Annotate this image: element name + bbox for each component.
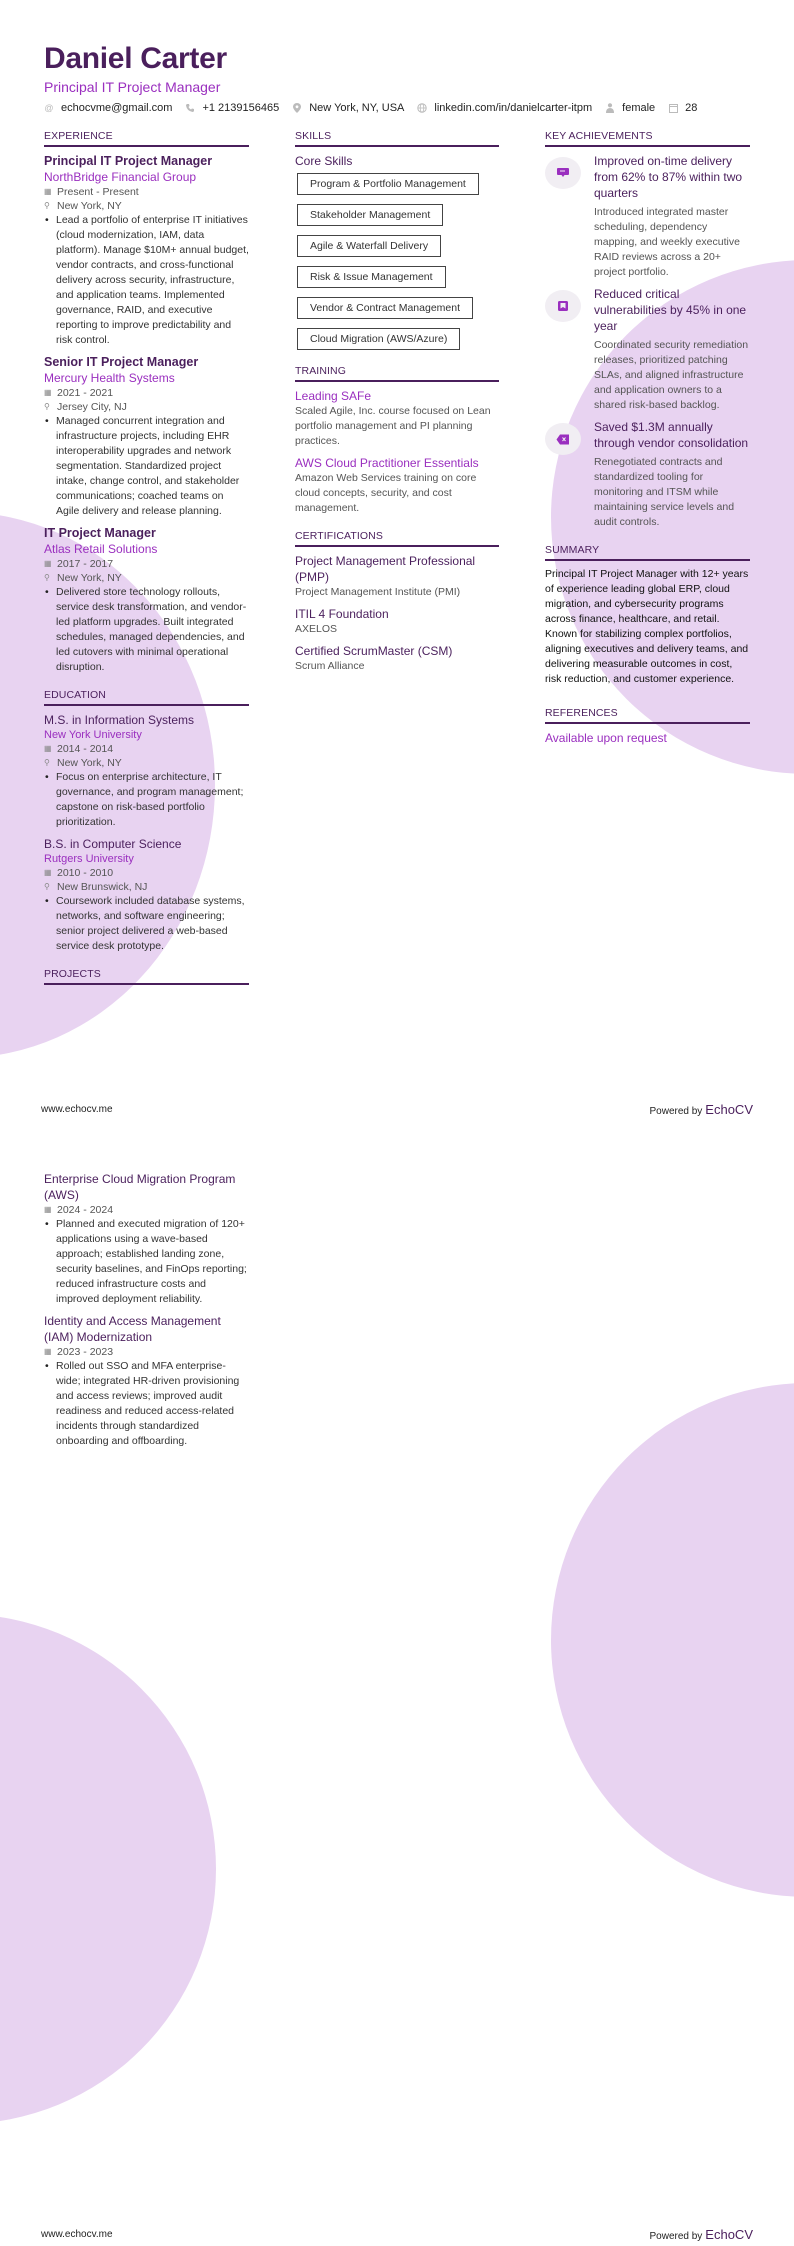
training-heading: TRAINING <box>295 365 499 382</box>
bookmark-icon <box>545 290 581 322</box>
location-pin-icon: ⚲ <box>44 758 50 767</box>
project-description: • Planned and executed migration of 120+ applications using a wave-based approach; established landing zone, security baselines, and FinOps reporting; reduced infrastructure costs and improved deployment reliability. <box>56 1217 249 1307</box>
project-title: Identity and Access Management (IAM) Modernization <box>44 1314 221 1344</box>
calendar-icon: ▦ <box>44 187 52 196</box>
achievement-description: Introduced integrated master scheduling, dependency mapping, and weekly executive RAID reviews across a 20+ project portfolio. <box>594 206 740 278</box>
company-name: NorthBridge Financial Group <box>44 170 197 184</box>
job-title: IT Project Manager <box>44 526 156 540</box>
job-description: • Lead a portfolio of enterprise IT initiatives (cloud modernization, IAM, data platform). Manage $10M+ annual budget, vendor contracts, and cross-functional delivery across security, infrastructure, and application teams. Implemented governance, RAID, and executive reporting to improve predictability and risk control. <box>56 213 249 348</box>
resume-page-2 <box>0 1123 794 2246</box>
skills-list <box>295 173 499 359</box>
at-icon: @ <box>44 103 54 113</box>
job-location: ⚲ New York, NY <box>44 572 122 584</box>
education-heading: EDUCATION <box>44 689 249 706</box>
calendar-icon: ▦ <box>44 744 52 753</box>
contact-bar <box>44 102 710 114</box>
skills-group-title: Core Skills <box>295 154 353 168</box>
job-title: Principal IT Project Manager <box>44 154 213 168</box>
skill-chip: Agile & Waterfall Delivery <box>297 235 441 257</box>
experience-item <box>44 354 249 519</box>
globe-icon <box>417 103 427 113</box>
edu-dates: ▦ 2014 - 2014 <box>44 743 114 755</box>
skill-chip: Program & Portfolio Management <box>297 173 479 195</box>
certifications-heading: CERTIFICATIONS <box>295 530 499 547</box>
calendar-icon: ▦ <box>44 1347 52 1356</box>
references-text: Available upon request <box>545 731 667 745</box>
job-dates: ▦ 2021 - 2021 <box>44 387 114 399</box>
job-title: Senior IT Project Manager <box>44 355 199 369</box>
projects-heading: PROJECTS <box>44 968 249 985</box>
achievement-title: Saved $1.3M annually through vendor consolidation <box>594 420 749 450</box>
location-pin-icon: ⚲ <box>44 882 50 891</box>
training-description: Amazon Web Services training on core cloud concepts, security, and cost management. <box>295 472 477 514</box>
contact-email[interactable]: @ echocvme@gmail.com <box>44 102 173 114</box>
job-dates: ▦ Present - Present <box>44 186 139 198</box>
experience-heading: EXPERIENCE <box>44 130 249 147</box>
achievement-title: Reduced critical vulnerabilities by 45% in one year <box>594 287 747 333</box>
training-description: Scaled Agile, Inc. course focused on Lean portfolio management and PI planning practices. <box>295 405 491 447</box>
job-dates: ▦ 2017 - 2017 <box>44 558 114 570</box>
contact-phone[interactable]: +1 2139156465 <box>185 102 279 114</box>
skill-chip: Risk & Issue Management <box>297 266 446 288</box>
contact-location: New York, NY, USA <box>292 102 404 114</box>
phone-icon <box>185 103 195 113</box>
job-location: ⚲ New York, NY <box>44 200 122 212</box>
left-column <box>44 130 249 991</box>
candidate-role: Principal IT Project Manager <box>44 79 221 95</box>
job-location: ⚲ Jersey City, NJ <box>44 401 127 413</box>
certification-title: Project Management Professional (PMP) <box>295 554 476 584</box>
left-column-continued <box>44 1171 249 1455</box>
summary-heading: SUMMARY <box>545 544 750 561</box>
experience-item <box>44 525 249 675</box>
footer-site-link[interactable]: www.echocv.me <box>41 2229 113 2240</box>
project-dates: ▦ 2024 - 2024 <box>44 1204 114 1216</box>
resume-header <box>44 42 710 114</box>
education-item <box>44 712 249 830</box>
job-description: • Managed concurrent integration and infrastructure projects, including EHR interoperability upgrades and network segmentation. Standardized project intake, change control, and stakeholder communications; coached teams on Agile delivery and release planning. <box>56 414 249 519</box>
page-footer <box>41 1102 753 1117</box>
achievement-description: Coordinated security remediation releases, prioritized patching SLAs, and aligned infrastructure and application owners to a shared risk-based backlog. <box>594 339 749 411</box>
skills-heading: SKILLS <box>295 130 499 147</box>
company-name: Mercury Health Systems <box>44 371 175 385</box>
degree: B.S. in Computer Science <box>44 837 182 851</box>
school-name: Rutgers University <box>44 853 134 865</box>
calendar-icon: ▦ <box>44 388 52 397</box>
project-dates: ▦ 2023 - 2023 <box>44 1346 114 1358</box>
right-column <box>545 130 750 746</box>
certification-title: Certified ScrumMaster (CSM) <box>295 644 453 658</box>
experience-item <box>44 153 249 348</box>
page-footer <box>41 2227 753 2242</box>
achievement-description: Renegotiated contracts and standardized tooling for monitoring and ITSM while maintaining service levels and audit controls. <box>594 456 735 528</box>
project-item <box>44 1313 249 1449</box>
certification-issuer: AXELOS <box>295 623 338 635</box>
footer-powered-by: Powered by EchoCV <box>649 2227 753 2242</box>
location-pin-icon: ⚲ <box>44 573 50 582</box>
brand-logo[interactable]: EchoCV <box>705 1102 753 1117</box>
middle-column <box>295 130 499 680</box>
project-description: • Rolled out SSO and MFA enterprise-wide; integrated HR-driven provisioning and access reviews; improved audit readiness and reduced access-related incidents through standardized onboarding and offboarding. <box>56 1359 249 1449</box>
edu-dates: ▦ 2010 - 2010 <box>44 867 114 879</box>
calendar-icon: ▦ <box>44 868 52 877</box>
location-pin-icon: ⚲ <box>44 402 50 411</box>
edu-description: • Coursework included database systems, networks, and software engineering; senior project delivered a web-based service desk prototype. <box>56 894 249 954</box>
education-item <box>44 836 249 954</box>
references-heading: REFERENCES <box>545 707 750 724</box>
contact-linkedin[interactable]: linkedin.com/in/danielcarter-itpm <box>417 102 592 114</box>
certification-issuer: Scrum Alliance <box>295 660 365 672</box>
achievement-item <box>545 286 750 413</box>
contact-age: 28 <box>668 102 697 114</box>
summary-text: Principal IT Project Manager with 12+ years of experience leading global ERP, cloud migration, and cybersecurity programs across finance, healthcare, and retail. Known for stabilizing complex portfolios, aligning executives and delivery teams, and delivering measurable outcomes in cost, risk reduction, and customer experience. <box>545 568 749 685</box>
job-description: • Delivered store technology rollouts, service desk transformation, and vendor-led platform upgrades. Built integrated schedules, managed dependencies, and led cutovers with minimal operational disruption. <box>56 585 249 675</box>
project-title: Enterprise Cloud Migration Program (AWS) <box>44 1172 236 1202</box>
candidate-name: Daniel Carter <box>44 42 227 75</box>
skill-chip: Cloud Migration (AWS/Azure) <box>297 328 460 350</box>
calendar-icon: ▦ <box>44 1205 52 1214</box>
message-icon <box>545 157 581 189</box>
calendar-icon: ▦ <box>44 559 52 568</box>
edu-description: • Focus on enterprise architecture, IT governance, and program management; capstone on risk-based portfolio prioritization. <box>56 770 249 830</box>
brand-logo[interactable]: EchoCV <box>705 2227 753 2242</box>
achievements-heading: KEY ACHIEVEMENTS <box>545 130 750 147</box>
certification-issuer: Project Management Institute (PMI) <box>295 586 461 598</box>
contact-gender: female <box>605 102 655 114</box>
training-title: AWS Cloud Practitioner Essentials <box>295 456 479 470</box>
achievement-item <box>545 419 750 530</box>
skill-chip: Stakeholder Management <box>297 204 443 226</box>
footer-site-link[interactable]: www.echocv.me <box>41 1104 113 1115</box>
degree: M.S. in Information Systems <box>44 713 195 727</box>
training-title: Leading SAFe <box>295 389 372 403</box>
skill-chip: Vendor & Contract Management <box>297 297 473 319</box>
calendar-icon <box>668 103 678 113</box>
company-name: Atlas Retail Solutions <box>44 542 158 556</box>
achievement-title: Improved on-time delivery from 62% to 87% within two quarters <box>594 154 743 200</box>
backspace-icon <box>545 423 581 455</box>
location-pin-icon: ⚲ <box>44 201 50 210</box>
person-icon <box>605 103 615 113</box>
location-pin-icon <box>292 103 302 113</box>
certification-title: ITIL 4 Foundation <box>295 607 389 621</box>
school-name: New York University <box>44 729 142 741</box>
footer-powered-by: Powered by EchoCV <box>649 1102 753 1117</box>
edu-location: ⚲ New Brunswick, NJ <box>44 881 148 893</box>
edu-location: ⚲ New York, NY <box>44 757 122 769</box>
achievement-item <box>545 153 750 280</box>
project-item <box>44 1171 249 1307</box>
